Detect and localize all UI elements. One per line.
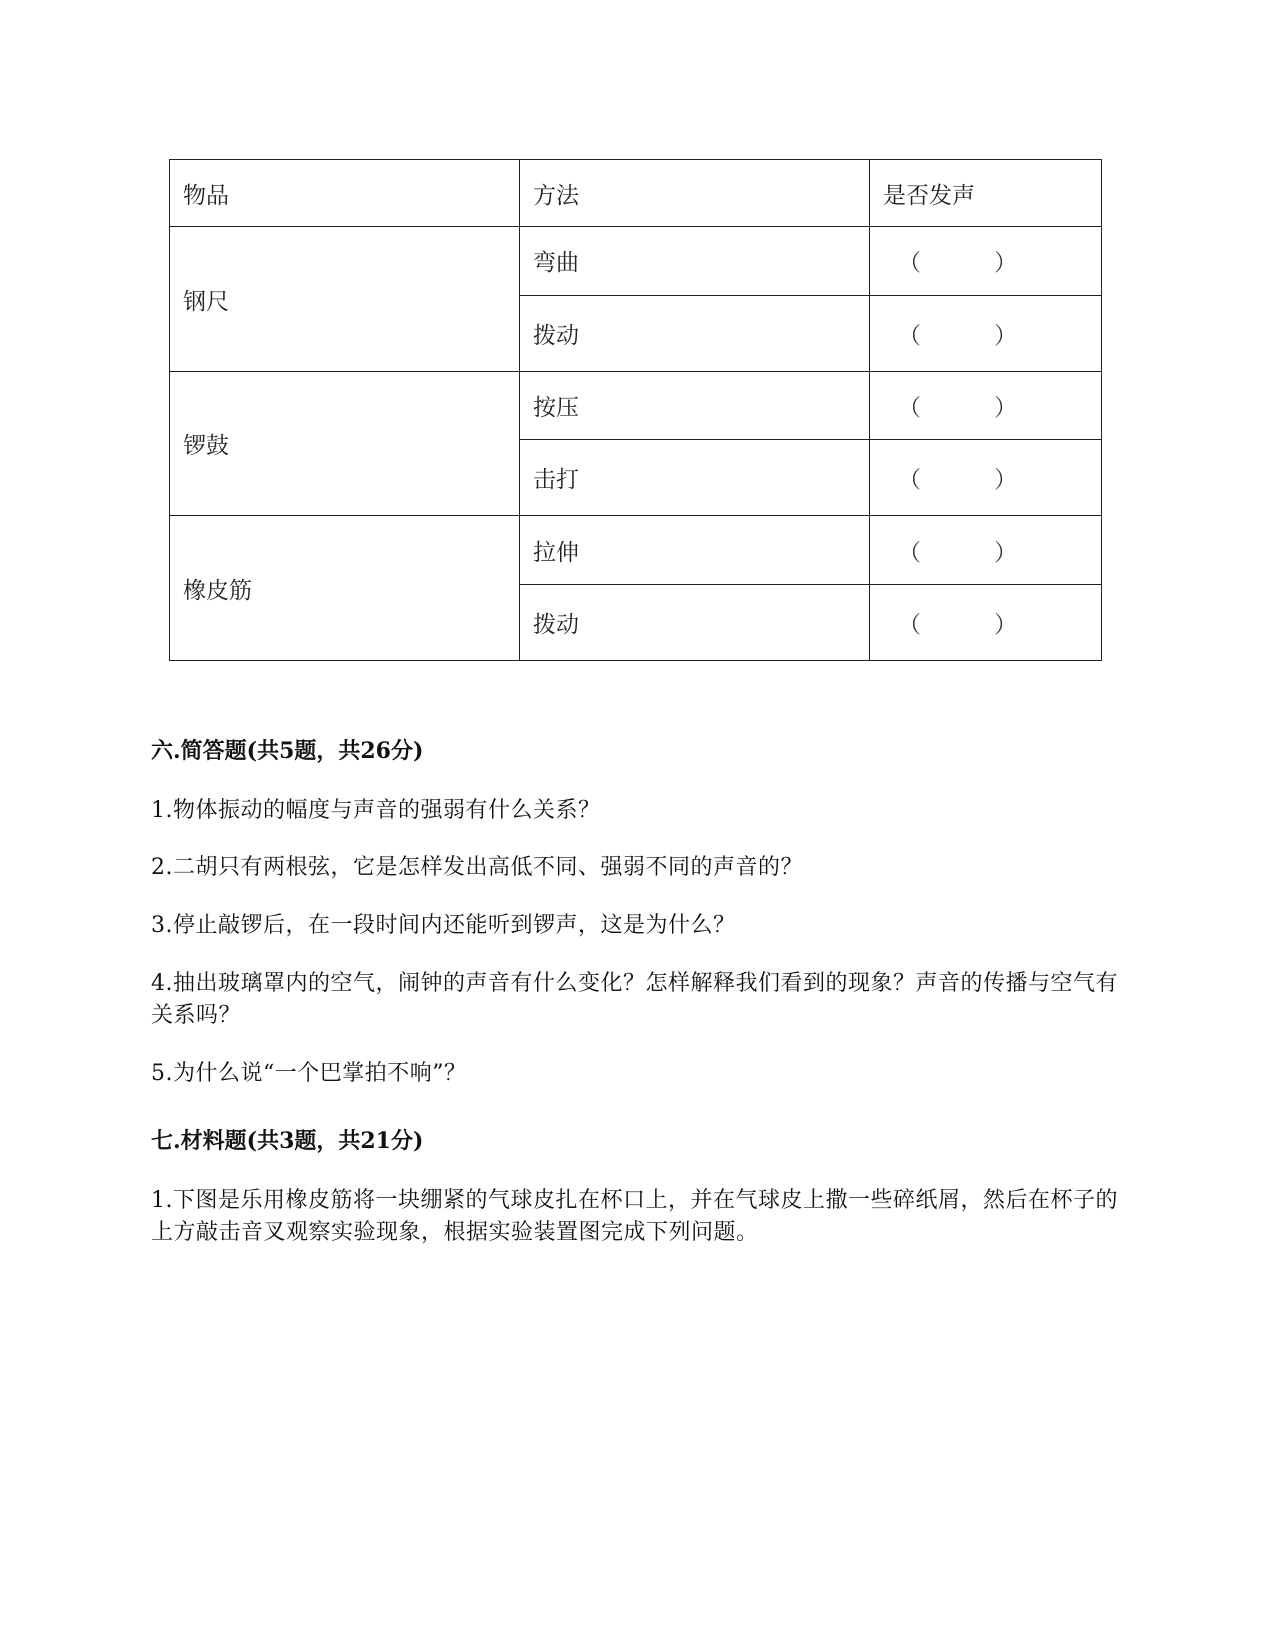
question-6-1: 1.物体振动的幅度与声音的强弱有什么关系？ (151, 798, 601, 823)
header-method: 方法 (520, 160, 870, 227)
answer-blank[interactable]: （ ） (870, 371, 1102, 439)
question-6-4: 4.抽出玻璃罩内的空气，闹钟的声音有什么变化？怎样解释我们看到的现象？声音的传播与空气有关系吗？ (151, 971, 1118, 1028)
table-row (170, 227, 1102, 295)
method-cell: 弯曲 (520, 227, 870, 295)
section-7-title: 七.材料题(共3题，共21分) (151, 1128, 424, 1154)
header-sound: 是否发声 (870, 160, 1102, 227)
experiment-table (169, 159, 1102, 661)
method-cell: 击打 (520, 440, 870, 516)
table-header-row (170, 160, 1102, 227)
method-cell: 拨动 (520, 584, 870, 660)
item-cell: 锣鼓 (170, 371, 520, 516)
table-row (170, 371, 1102, 439)
item-cell: 橡皮筋 (170, 516, 520, 661)
question-6-2: 2.二胡只有两根弦，它是怎样发出高低不同、强弱不同的声音的？ (151, 855, 803, 880)
item-cell: 钢尺 (170, 227, 520, 372)
question-7-1: 1.下图是乐用橡皮筋将一块绷紧的气球皮扎在杯口上，并在气球皮上撒一些碎纸屑，然后在杯子的上方敲击音叉观察实验现象，根据实验装置图完成下列问题。 (151, 1188, 1118, 1245)
question-6-3: 3.停止敲锣后，在一段时间内还能听到锣声，这是为什么？ (151, 913, 736, 938)
section-6-title: 六.简答题(共5题，共26分) (151, 738, 424, 764)
answer-blank[interactable]: （ ） (870, 227, 1102, 295)
method-cell: 拨动 (520, 295, 870, 371)
answer-blank[interactable]: （ ） (870, 440, 1102, 516)
question-6-5: 5.为什么说“一个巴掌拍不响”？ (151, 1061, 467, 1086)
header-item: 物品 (170, 160, 520, 227)
method-cell: 按压 (520, 371, 870, 439)
answer-blank[interactable]: （ ） (870, 295, 1102, 371)
method-cell: 拉伸 (520, 516, 870, 584)
answer-blank[interactable]: （ ） (870, 516, 1102, 584)
answer-blank[interactable]: （ ） (870, 584, 1102, 660)
table-row (170, 516, 1102, 584)
